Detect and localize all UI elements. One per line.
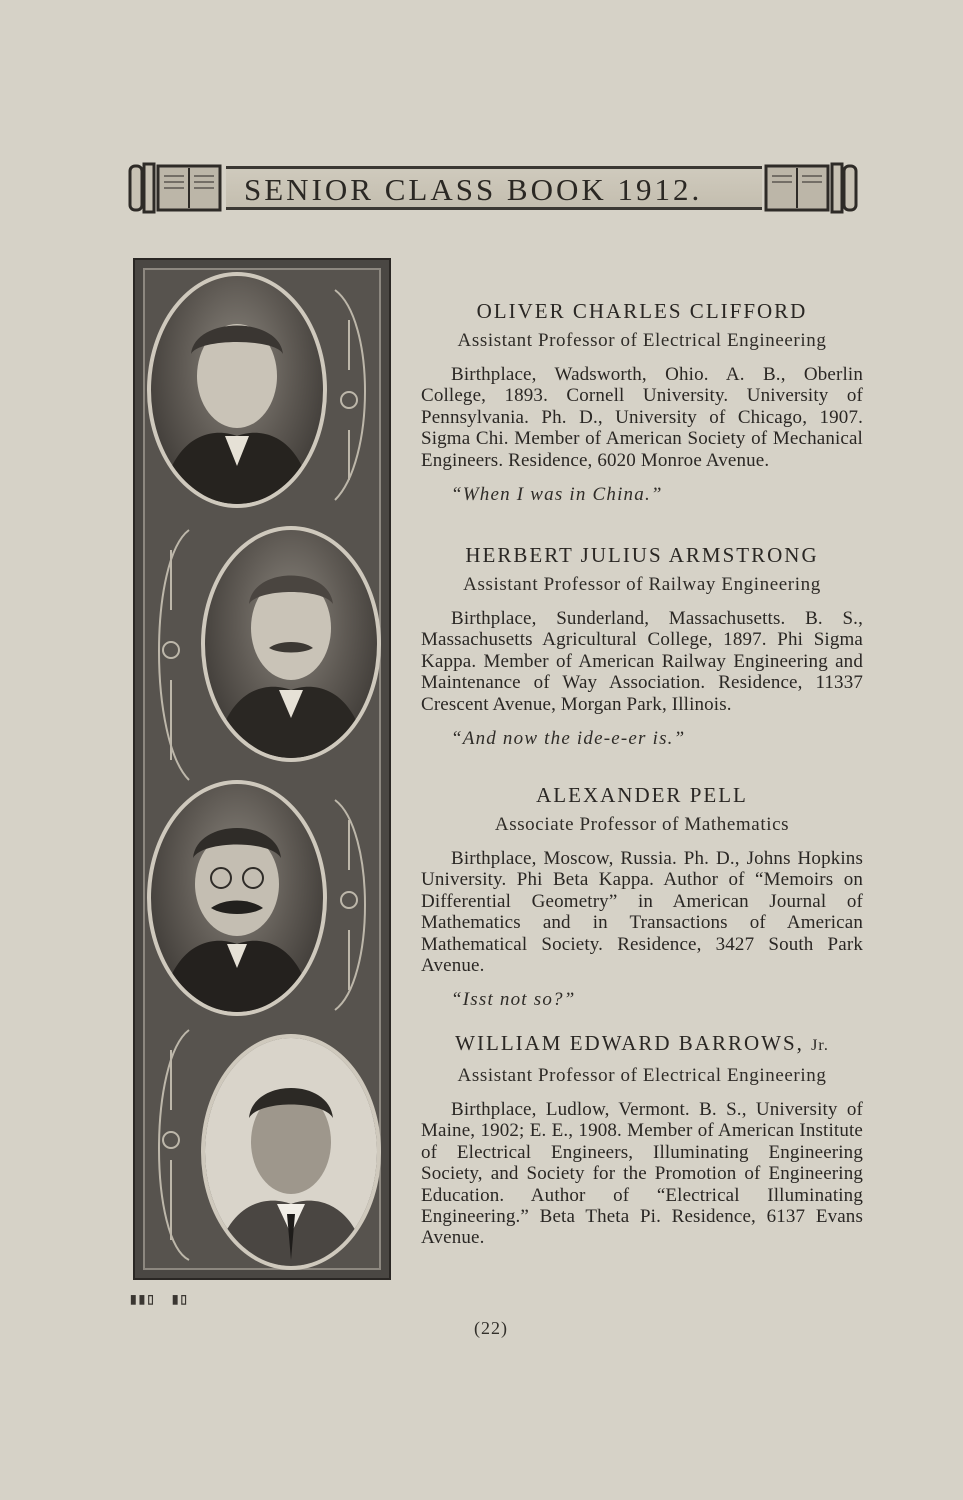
entry-name-suffix: Jr. bbox=[811, 1037, 829, 1054]
portrait-armstrong bbox=[201, 526, 381, 762]
entry-name bbox=[421, 1030, 863, 1059]
entry-title: Assistant Professor of Electrical Engineering bbox=[457, 330, 827, 351]
entry-title: Assistant Professor of Railway Engineering bbox=[463, 574, 821, 595]
portrait-clifford bbox=[147, 272, 327, 508]
book-ornament-icon bbox=[126, 160, 226, 216]
page-title: SENIOR CLASS BOOK 1912. bbox=[244, 172, 703, 207]
portrait-panel bbox=[133, 258, 391, 1280]
printer-marks: ▮▮▯ ▮▯ bbox=[130, 1292, 190, 1306]
entry-quote: “Isst not so?” bbox=[451, 989, 576, 1011]
entry-bio: Birthplace, Wadsworth, Ohio. A. B., Oberlin College, 1893. Cornell University. University of Pennsylvania. Ph. D., University of Chicago, 1907. Sigma Chi. Member of American Society of Mechanical Engineers. Residence, 6020 Monroe Avenue. bbox=[421, 364, 863, 471]
page-number: (22) bbox=[474, 1318, 508, 1338]
entry-name: ALEXANDER PELL bbox=[536, 783, 748, 807]
entry-name: OLIVER CHARLES CLIFFORD bbox=[476, 299, 808, 323]
header-banner bbox=[126, 160, 860, 216]
book-ornament-icon bbox=[760, 160, 860, 216]
entry-barrows bbox=[421, 1030, 863, 1249]
entry-name-text: WILLIAM EDWARD BARROWS, bbox=[455, 1031, 804, 1055]
entry-bio: Birthplace, Sunderland, Massachusetts. B. S., Massachusetts Agricultural College, 1897. Phi Sigma Kappa. Member of American Railway Engineering and Maintenance of Way Association. Residence, 11337 Crescent Avenue, Morgan Park, Illinois. bbox=[421, 608, 863, 715]
entry-name: HERBERT JULIUS ARMSTRONG bbox=[465, 543, 819, 567]
entry-clifford bbox=[421, 298, 863, 507]
portrait-pell bbox=[147, 780, 327, 1016]
entry-bio: Birthplace, Ludlow, Vermont. B. S., University of Maine, 1902; E. E., 1908. Member of American Institute of Electrical Engineers, Illuminating Engineering Society, and Society for the Promotion of Engineering Education. Author of “Electrical Illuminating Engineering.” Beta Theta Pi. Residence, 6137 Evans Avenue. bbox=[421, 1099, 863, 1249]
entry-armstrong bbox=[421, 542, 863, 751]
entry-title: Associate Professor of Mathematics bbox=[494, 814, 790, 835]
entry-pell bbox=[421, 782, 863, 1012]
entry-quote: “And now the ide-e-er is.” bbox=[451, 728, 686, 750]
entry-quote: “When I was in China.” bbox=[451, 484, 663, 506]
portrait-barrows bbox=[201, 1034, 381, 1270]
entry-bio: Birthplace, Moscow, Russia. Ph. D., Johns Hopkins University. Phi Beta Kappa. Author of “Memoirs on Differential Geometry” in American Journal of Mathematics and in Transactions of American Mathematical Society. Residence, 3427 South Park Avenue. bbox=[421, 848, 863, 977]
entry-title: Assistant Professor of Electrical Engineering bbox=[457, 1065, 827, 1086]
